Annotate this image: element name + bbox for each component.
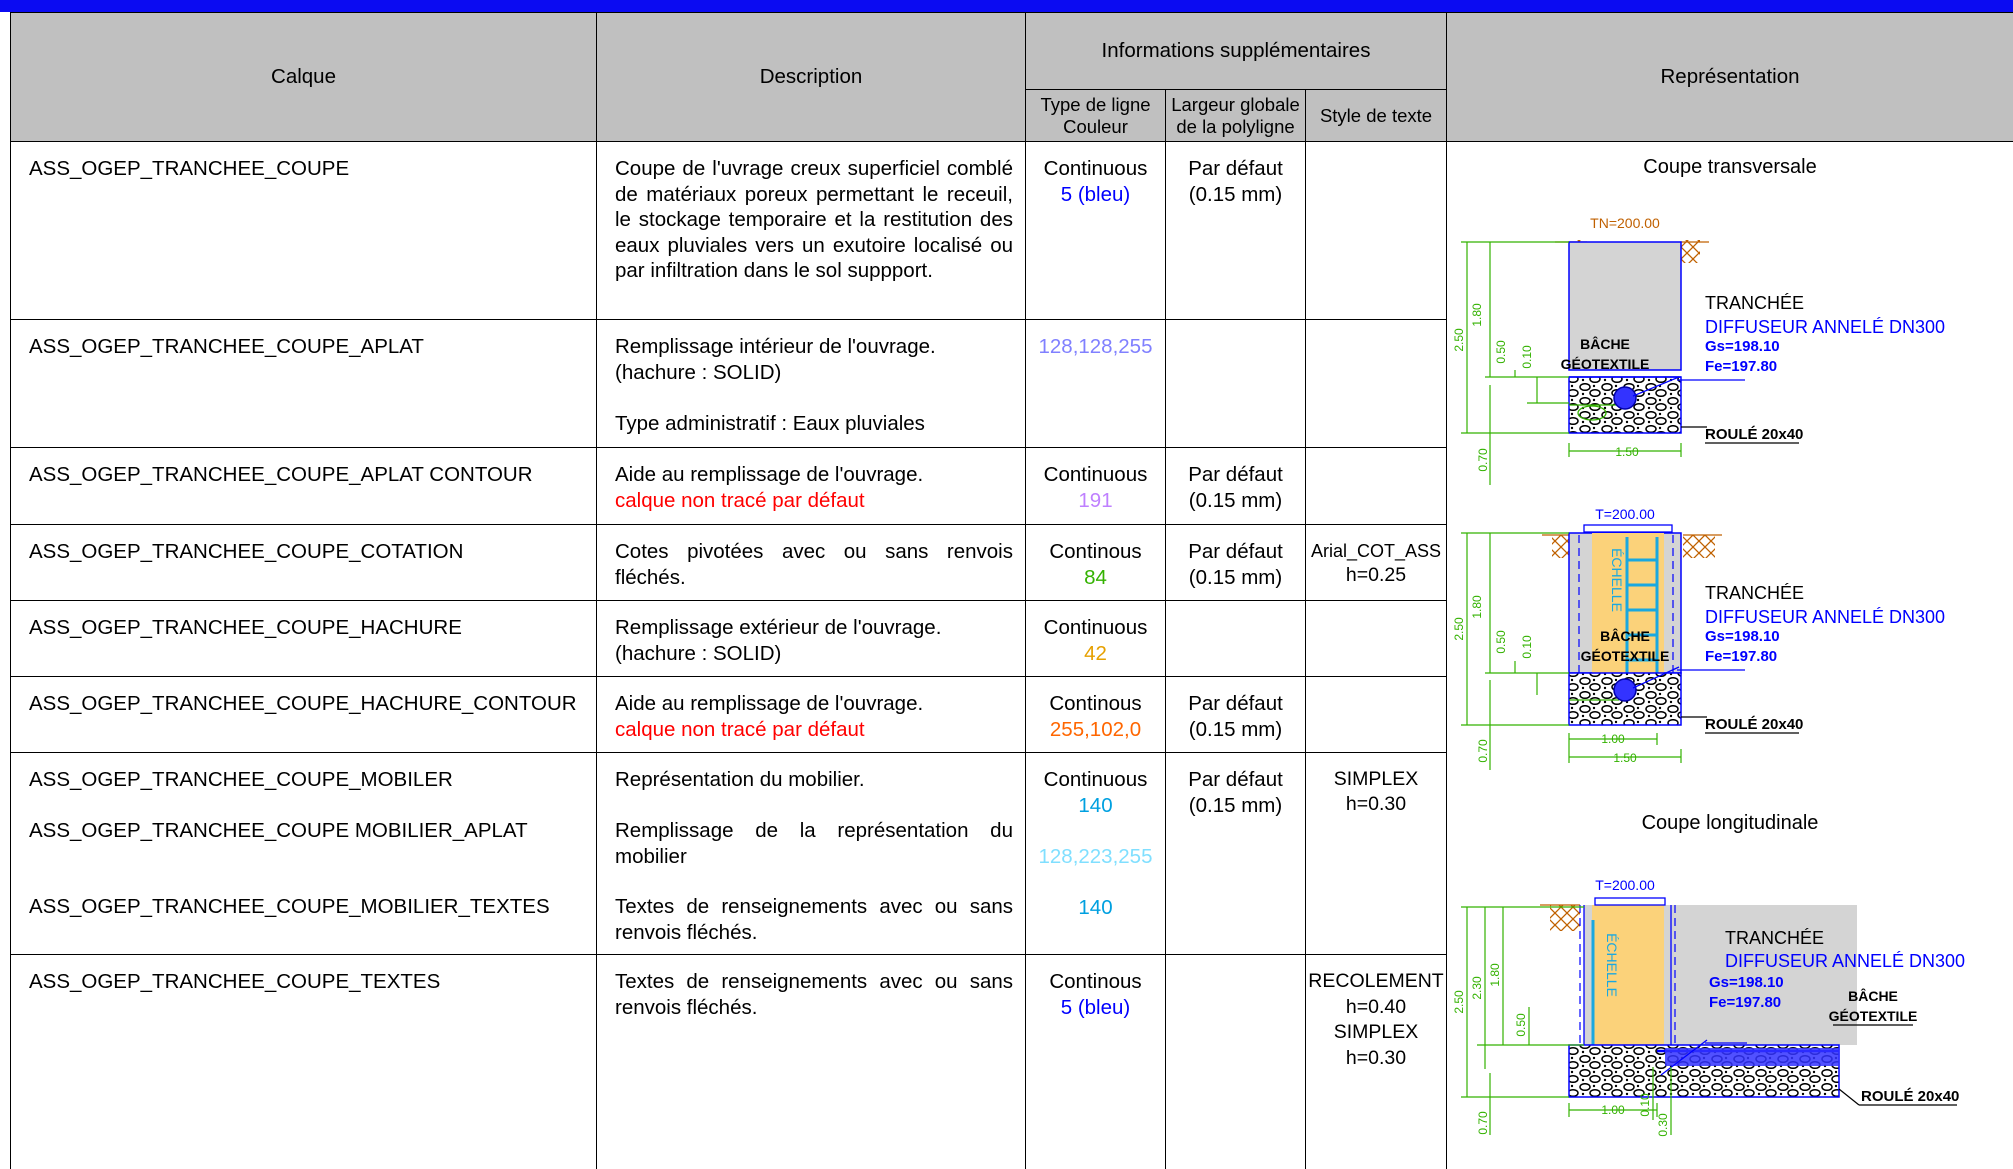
label-roule: ROULÉ 20x40 xyxy=(1861,1088,1959,1105)
label-bache: BÂCHE xyxy=(1848,987,1898,1004)
width-value: Par défaut xyxy=(1166,691,1305,717)
layer-name: ASS_OGEP_TRANCHEE_COUPE_MOBILIER_TEXTES xyxy=(29,894,596,920)
width-value: Par défaut xyxy=(1166,767,1305,793)
caption-coupe-transversale: Coupe transversale xyxy=(1447,156,2013,179)
label-t: T=200.00 xyxy=(1595,877,1655,893)
dim-1-80: 1.80 xyxy=(1488,963,1502,987)
layer-description: Aide au remplissage de l'ouvrage. xyxy=(615,691,1013,717)
dim-2-50: 2.50 xyxy=(1452,617,1466,641)
color-value: 140 xyxy=(1026,793,1165,819)
label-bache: BÂCHE xyxy=(1580,335,1630,352)
representation-panel xyxy=(1447,145,2013,1162)
label-gs: Gs=198.10 xyxy=(1705,338,1780,355)
not-drawn-note: calque non tracé par défaut xyxy=(615,488,1013,514)
width-value: Par défaut xyxy=(1166,539,1305,565)
drawing-coupe-transversale-1 xyxy=(1452,215,1945,485)
label-fe: Fe=197.80 xyxy=(1709,994,1781,1011)
label-echelle: ÉCHELLE xyxy=(1609,548,1625,612)
layer-description: Textes de renseignements avec ou sans renvois fléchés. xyxy=(615,969,1013,1020)
dim-0-70: 0.70 xyxy=(1476,1111,1490,1135)
dim-2-50: 2.50 xyxy=(1452,328,1466,352)
label-tranchee: TRANCHÉE xyxy=(1705,583,1804,603)
layer-name: ASS_OGEP_TRANCHEE_COUPE_MOBILER xyxy=(29,767,596,793)
layer-description: Cotes pivotées avec ou sans renvois fléchés. xyxy=(615,539,1013,590)
layer-name: ASS_OGEP_TRANCHEE_COUPE_HACHURE_CONTOUR xyxy=(29,691,596,717)
layer-description: Représentation du mobilier. xyxy=(615,767,1013,793)
width-mm: (0.15 mm) xyxy=(1166,488,1305,514)
drawing-coupe-longitudinale xyxy=(1452,877,1965,1137)
hatch-info: (hachure : SOLID) xyxy=(615,360,1013,386)
width-mm: (0.15 mm) xyxy=(1166,182,1305,208)
line-type: Continuous xyxy=(1026,615,1165,641)
header-representation: Représentation xyxy=(1447,13,2013,142)
dim-1-00: 1.00 xyxy=(1601,1103,1625,1117)
text-height: h=0.40 xyxy=(1306,995,1446,1021)
label-gs: Gs=198.10 xyxy=(1709,974,1784,991)
dim-1-80: 1.80 xyxy=(1470,303,1484,327)
dim-2-30: 2.30 xyxy=(1470,976,1484,1000)
layer-description: Aide au remplissage de l'ouvrage. xyxy=(615,462,1013,488)
text-style: SIMPLEX xyxy=(1306,1020,1446,1046)
header-style-texte: Style de texte xyxy=(1306,90,1447,142)
layer-description: Remplissage extérieur de l'ouvrage. xyxy=(615,615,1013,641)
label-diffuseur: DIFFUSEUR ANNELÉ DN300 xyxy=(1725,951,1965,971)
dim-1-80: 1.80 xyxy=(1470,595,1484,619)
caption-coupe-longitudinale: Coupe longitudinale xyxy=(1447,812,2013,835)
label-echelle: ÉCHELLE xyxy=(1604,933,1620,997)
width-mm: (0.15 mm) xyxy=(1166,793,1305,819)
layer-description: Coupe de l'uvrage creux superficiel comblé de matériaux poreux permettant le receuil, le stockage temporaire et la restitution des eaux pluviales vers un exutoire localisé ou par infiltration dans le sol suppport. xyxy=(615,156,1013,284)
line-type: Continous xyxy=(1026,691,1165,717)
color-value: 255,102,0 xyxy=(1026,717,1165,743)
label-diffuseur: DIFFUSEUR ANNELÉ DN300 xyxy=(1705,607,1945,627)
color-value: 191 xyxy=(1026,488,1165,514)
soil-hatch-right xyxy=(1680,240,1700,263)
layer-description: Textes de renseignements avec ou sans renvois fléchés. xyxy=(615,894,1013,945)
admin-type: Type administratif : Eaux pluviales xyxy=(615,411,1013,437)
text-height: h=0.30 xyxy=(1306,1046,1446,1072)
layer-name: ASS_OGEP_TRANCHEE_COUPE_APLAT CONTOUR xyxy=(29,462,596,488)
dim-1-00: 1.00 xyxy=(1601,732,1625,746)
drawings-svg xyxy=(1447,145,2013,1162)
text-height: h=0.25 xyxy=(1306,563,1446,587)
text-style: Arial_COT_ASS xyxy=(1306,539,1446,563)
label-tn: TN=200.00 xyxy=(1590,215,1660,231)
header-description: Description xyxy=(597,13,1026,142)
dim-0-50: 0.50 xyxy=(1494,630,1508,654)
dim-0-10: 0.10 xyxy=(1638,1093,1652,1117)
label-roule: ROULÉ 20x40 xyxy=(1705,426,1803,443)
line-type: Continous xyxy=(1026,539,1165,565)
dim-0-70: 0.70 xyxy=(1476,739,1490,763)
layer-name: ASS_OGEP_TRANCHEE_COUPE_HACHURE xyxy=(29,615,596,641)
width-mm: (0.15 mm) xyxy=(1166,717,1305,743)
label-fe: Fe=197.80 xyxy=(1705,358,1777,375)
color-value: 128,128,255 xyxy=(1026,334,1165,360)
line-type: Continuous xyxy=(1026,156,1165,182)
color-value: 140 xyxy=(1026,895,1165,921)
dim-1-50: 1.50 xyxy=(1613,751,1637,765)
line-type: Continous xyxy=(1026,969,1165,995)
width-value: Par défaut xyxy=(1166,156,1305,182)
layer-name: ASS_OGEP_TRANCHEE_COUPE_APLAT xyxy=(29,334,596,360)
dim-0-50: 0.50 xyxy=(1494,340,1508,364)
text-style: SIMPLEX xyxy=(1306,767,1446,792)
color-value: 128,223,255 xyxy=(1026,844,1165,870)
line-type: Continuous xyxy=(1026,462,1165,488)
layer-name: ASS_OGEP_TRANCHEE_COUPE MOBILIER_APLAT xyxy=(29,818,596,844)
layer-description: Remplissage de la représentation du mobilier xyxy=(615,818,1013,869)
line-type: Continuous xyxy=(1026,767,1165,793)
dim-0-10: 0.10 xyxy=(1520,635,1534,659)
label-tranchee: TRANCHÉE xyxy=(1725,928,1824,948)
width-value: Par défaut xyxy=(1166,462,1305,488)
header-largeur: Largeur globale de la polyligne xyxy=(1166,90,1306,142)
layer-name: ASS_OGEP_TRANCHEE_COUPE_TEXTES xyxy=(29,969,596,995)
label-t: T=200.00 xyxy=(1595,506,1655,522)
label-bache: BÂCHE xyxy=(1600,627,1650,644)
color-value: 42 xyxy=(1026,641,1165,667)
text-style: RECOLEMENT xyxy=(1306,969,1446,995)
label-geotextile: GÉOTEXTILE xyxy=(1561,356,1650,372)
layer-name: ASS_OGEP_TRANCHEE_COUPE xyxy=(29,156,596,182)
dim-0-70: 0.70 xyxy=(1476,448,1490,472)
dim-2-50: 2.50 xyxy=(1452,990,1466,1014)
label-gs: Gs=198.10 xyxy=(1705,628,1780,645)
diffuser-pipe xyxy=(1614,387,1636,409)
hatch-info: (hachure : SOLID) xyxy=(615,641,1013,667)
not-drawn-note: calque non tracé par défaut xyxy=(615,717,1013,743)
layer-description: Remplissage intérieur de l'ouvrage. xyxy=(615,334,1013,360)
label-geotextile: GÉOTEXTILE xyxy=(1829,1008,1918,1024)
dim-0-50: 0.50 xyxy=(1514,1013,1528,1037)
header-infos: Informations supplémentaires xyxy=(1026,13,1447,90)
label-fe: Fe=197.80 xyxy=(1705,648,1777,665)
dim-0-10: 0.10 xyxy=(1520,345,1534,369)
width-mm: (0.15 mm) xyxy=(1166,565,1305,591)
color-value: 5 (bleu) xyxy=(1026,995,1165,1021)
header-calque: Calque xyxy=(11,13,597,142)
label-diffuseur: DIFFUSEUR ANNELÉ DN300 xyxy=(1705,317,1945,337)
label-roule: ROULÉ 20x40 xyxy=(1705,716,1803,733)
layer-name: ASS_OGEP_TRANCHEE_COUPE_COTATION xyxy=(29,539,596,565)
drawing-coupe-transversale-2 xyxy=(1452,506,1945,770)
header-type-ligne: Type de ligne Couleur xyxy=(1026,90,1166,142)
dim-1-50: 1.50 xyxy=(1615,445,1639,459)
color-value: 5 (bleu) xyxy=(1026,182,1165,208)
color-value: 84 xyxy=(1026,565,1165,591)
label-geotextile: GÉOTEXTILE xyxy=(1581,648,1670,664)
label-tranchee: TRANCHÉE xyxy=(1705,293,1804,313)
top-blue-bar xyxy=(0,0,2013,12)
text-height: h=0.30 xyxy=(1306,792,1446,817)
dim-0-30: 0.30 xyxy=(1656,1113,1670,1137)
